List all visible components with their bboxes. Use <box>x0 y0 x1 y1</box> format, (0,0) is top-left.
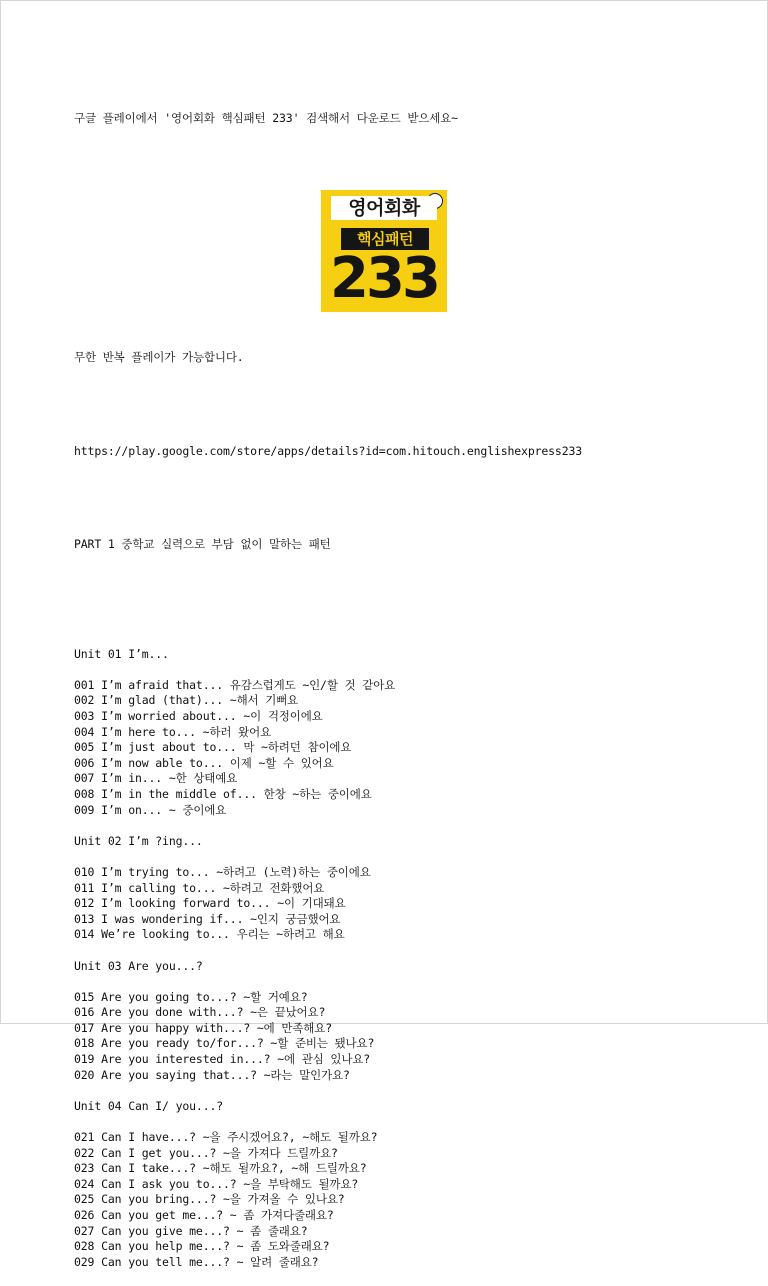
cover-subtitle: 핵심패턴 <box>341 228 429 250</box>
pattern-item: 008 I’m in the middle of... 한창 ~하는 중이에요 <box>74 786 372 801</box>
pattern-item: 018 Are you ready to/for...? ~할 준비는 됐나요? <box>74 1036 375 1051</box>
pattern-item: 007 I’m in... ~한 상태예요 <box>74 771 238 786</box>
pattern-item: 013 I was wondering if... ~인지 궁금했어요 <box>74 911 341 926</box>
repeat-note: 무한 반복 플레이가 가능합니다. <box>74 350 244 365</box>
pattern-item: 011 I’m calling to... ~하려고 전화했어요 <box>74 880 325 895</box>
pattern-item: 021 Can I have...? ~을 주시겠어요?, ~해도 될까요? <box>74 1130 378 1145</box>
pattern-item: 023 Can I take...? ~해도 될까요?, ~해 드릴까요? <box>74 1161 367 1176</box>
unit-title: Unit 04 Can I/ you...? <box>74 1098 224 1113</box>
cover-title: 영어회화 <box>331 196 437 220</box>
download-link[interactable]: https://play.google.com/store/apps/details?id=com.hitouch.englishexpress233 <box>74 443 583 458</box>
pattern-item: 019 Are you interested in...? ~에 관심 있나요? <box>74 1052 371 1067</box>
part-title: PART 1 중학교 실력으로 부담 없이 말하는 패턴 <box>74 537 331 552</box>
pattern-item: 026 Can you get me...? ~ 좀 가져다줄래요? <box>74 1208 334 1222</box>
pattern-item: 006 I’m now able to... 이제 ~할 수 있어요 <box>74 755 334 770</box>
document-body <box>74 80 734 1286</box>
unit-title: Unit 02 I’m ?ing... <box>74 833 203 848</box>
pattern-item: 024 Can I ask you to...? ~을 부탁해도 될까요? <box>74 1176 359 1191</box>
pattern-item: 029 Can you tell me...? ~ 알려 줄래요? <box>74 1254 319 1269</box>
pattern-item: 015 Are you going to...? ~할 거예요? <box>74 989 308 1004</box>
pattern-item: 025 Can you bring...? ~을 가져올 수 있나요? <box>74 1192 345 1207</box>
pattern-item: 005 I’m just about to... 막 ~하려던 참이에요 <box>74 740 352 755</box>
pattern-item: 028 Can you help me...? ~ 좀 도와줄래요? <box>74 1239 330 1254</box>
book-cover-image <box>321 190 447 312</box>
pattern-item: 010 I’m trying to... ~하려고 (노력)하는 중이에요 <box>74 864 371 879</box>
intro-text: 구글 플레이에서 '영어회화 핵심패턴 233' 검색해서 다운로드 받으세요~ <box>74 111 458 126</box>
pattern-item: 027 Can you give me...? ~ 좀 줄래요? <box>74 1223 308 1238</box>
pattern-item: 012 I’m looking forward to... ~이 기대돼요 <box>74 896 346 911</box>
unit-title: Unit 03 Are you...? <box>74 958 203 973</box>
pattern-item: 014 We’re looking to... 우리는 ~하려고 해요 <box>74 927 345 942</box>
pattern-item: 003 I’m worried about... ~이 걱정이에요 <box>74 709 323 723</box>
pattern-item: 022 Can I get you...? ~을 가져다 드릴까요? <box>74 1145 338 1160</box>
pattern-item: 016 Are you done with...? ~은 끝났어요? <box>74 1005 326 1020</box>
pattern-item: 017 Are you happy with...? ~에 만족해요? <box>74 1020 333 1035</box>
cover-number: 233 <box>330 245 438 311</box>
pattern-item: 002 I’m glad (that)... ~해서 기뻐요 <box>74 693 299 708</box>
pattern-item: 001 I’m afraid that... 유감스럽게도 ~인/할 것 같아요 <box>74 677 396 692</box>
cover-area <box>74 174 734 311</box>
unit-list <box>74 647 734 1271</box>
pattern-item: 009 I’m on... ~ 중이에요 <box>74 802 227 817</box>
unit-title: Unit 01 I’m... <box>74 646 169 661</box>
pattern-item: 020 Are you saying that...? ~라는 말인가요? <box>74 1067 350 1082</box>
pattern-item: 004 I’m here to... ~하러 왔어요 <box>74 724 272 739</box>
